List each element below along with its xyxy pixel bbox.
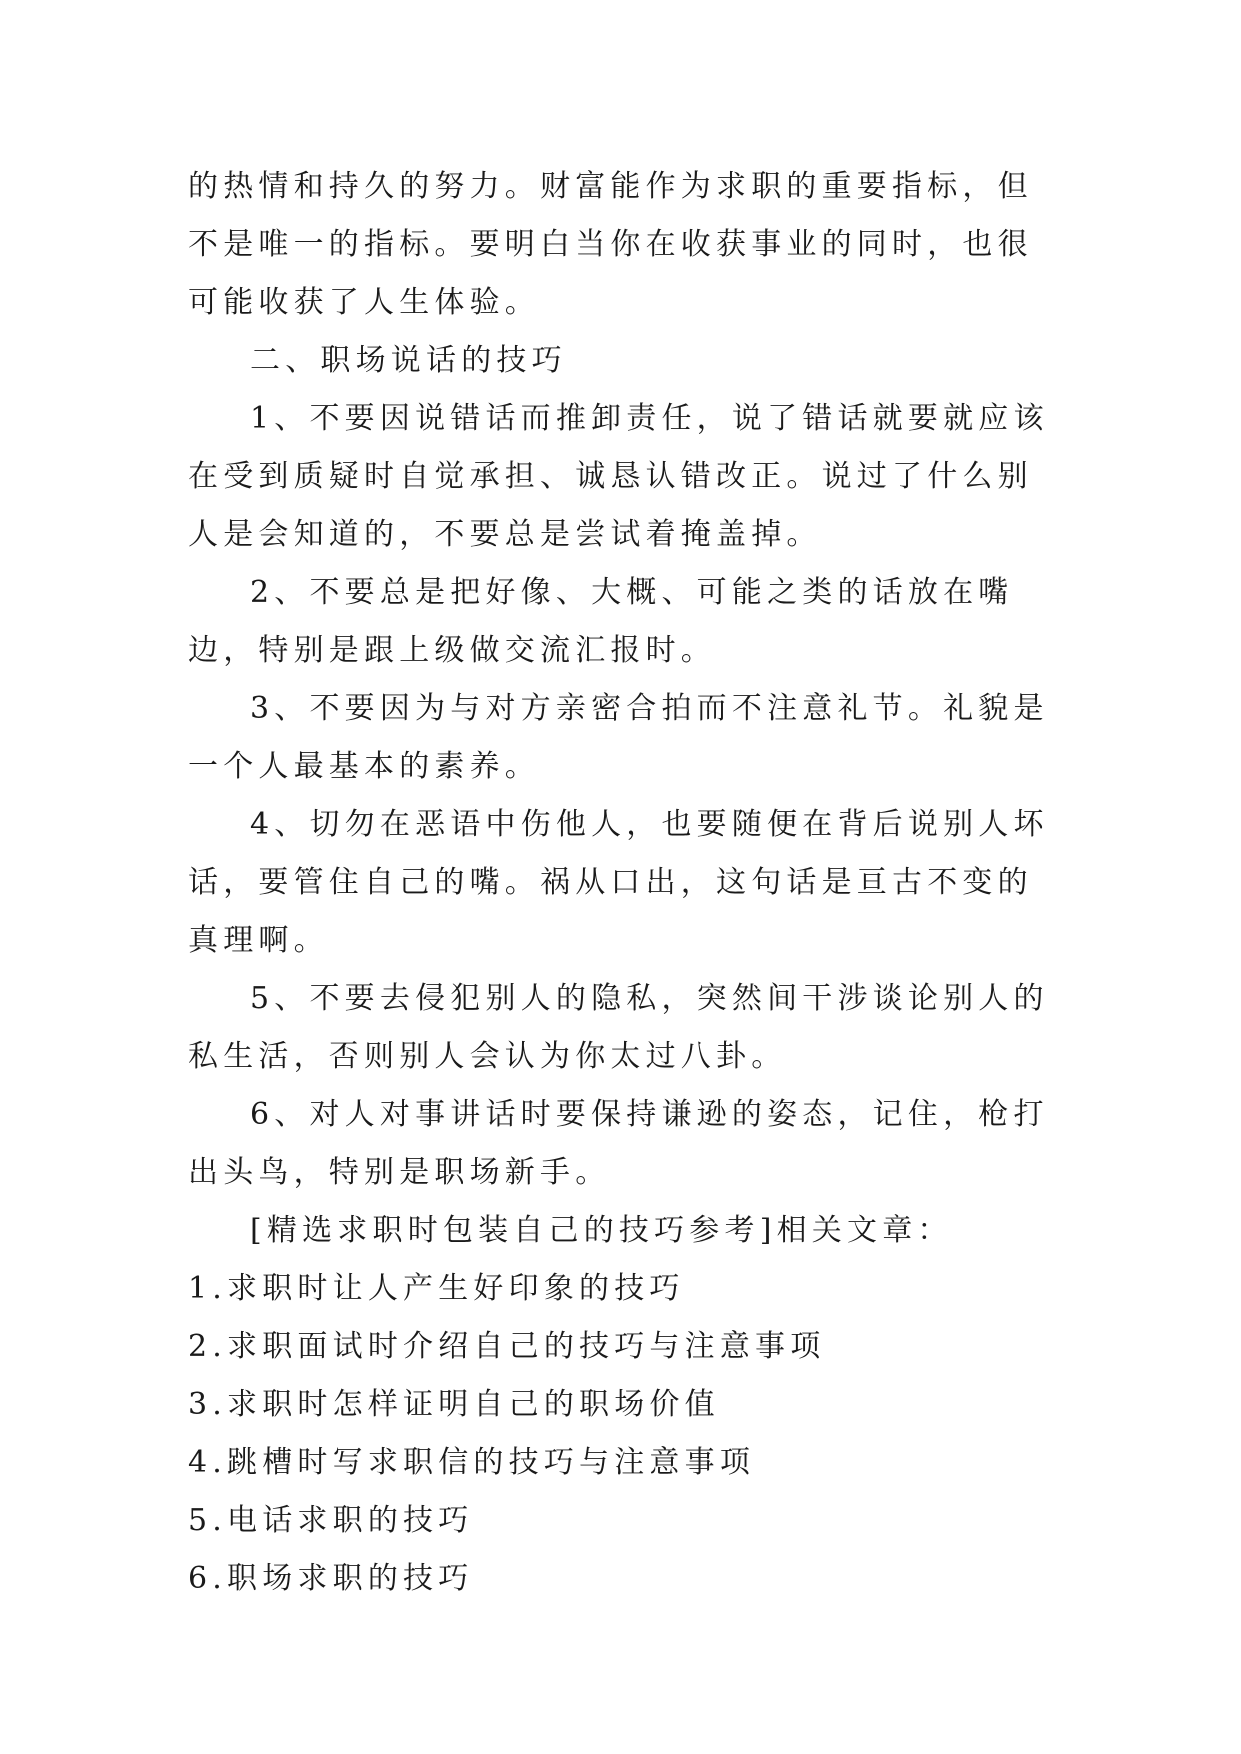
related-article-link-6[interactable]: 6.职场求职的技巧 — [188, 1561, 474, 1596]
tip-paragraph-1: 1、不要因说错话而推卸责任，说了错话就要就应该在受到质疑时自觉承担、诚恳认错改正。说过了什么别人是会知道的，不要总是尝试着掩盖掉。 — [188, 401, 1049, 552]
intro-paragraph: 的热情和持久的努力。财富能作为求职的重要指标，但不是唯一的指标。要明白当你在收获事业的同时，也很可能收获了人生体验。 — [188, 169, 1033, 320]
related-article-link-4[interactable]: 4.跳槽时写求职信的技巧与注意事项 — [188, 1445, 756, 1480]
related-article-link-2[interactable]: 2.求职面试时介绍自己的技巧与注意事项 — [188, 1329, 826, 1364]
tip-paragraph-2: 2、不要总是把好像、大概、可能之类的话放在嘴边，特别是跟上级做交流汇报时。 — [188, 575, 1014, 668]
tip-paragraph-4: 4、切勿在恶语中伤他人，也要随便在背后说别人坏话，要管住自己的嘴。祸从口出，这句话是亘古不变的真理啊。 — [188, 807, 1049, 958]
tip-paragraph-6: 6、对人对事讲话时要保持谦逊的姿态，记住，枪打出头鸟，特别是职场新手。 — [188, 1097, 1049, 1190]
related-article-link-1[interactable]: 1.求职时让人产生好印象的技巧 — [188, 1271, 685, 1306]
related-article-link-3[interactable]: 3.求职时怎样证明自己的职场价值 — [188, 1387, 720, 1422]
section-heading: 二、职场说话的技巧 — [250, 343, 567, 378]
document-body — [188, 158, 1058, 1608]
tip-paragraph-3: 3、不要因为与对方亲密合拍而不注意礼节。礼貌是一个人最基本的素养。 — [188, 691, 1049, 784]
tip-paragraph-5: 5、不要去侵犯别人的隐私，突然间干涉谈论别人的私生活，否则别人会认为你太过八卦。 — [188, 981, 1049, 1074]
related-article-link-5[interactable]: 5.电话求职的技巧 — [188, 1503, 474, 1538]
related-articles-heading: [精选求职时包装自己的技巧参考]相关文章： — [250, 1213, 953, 1248]
